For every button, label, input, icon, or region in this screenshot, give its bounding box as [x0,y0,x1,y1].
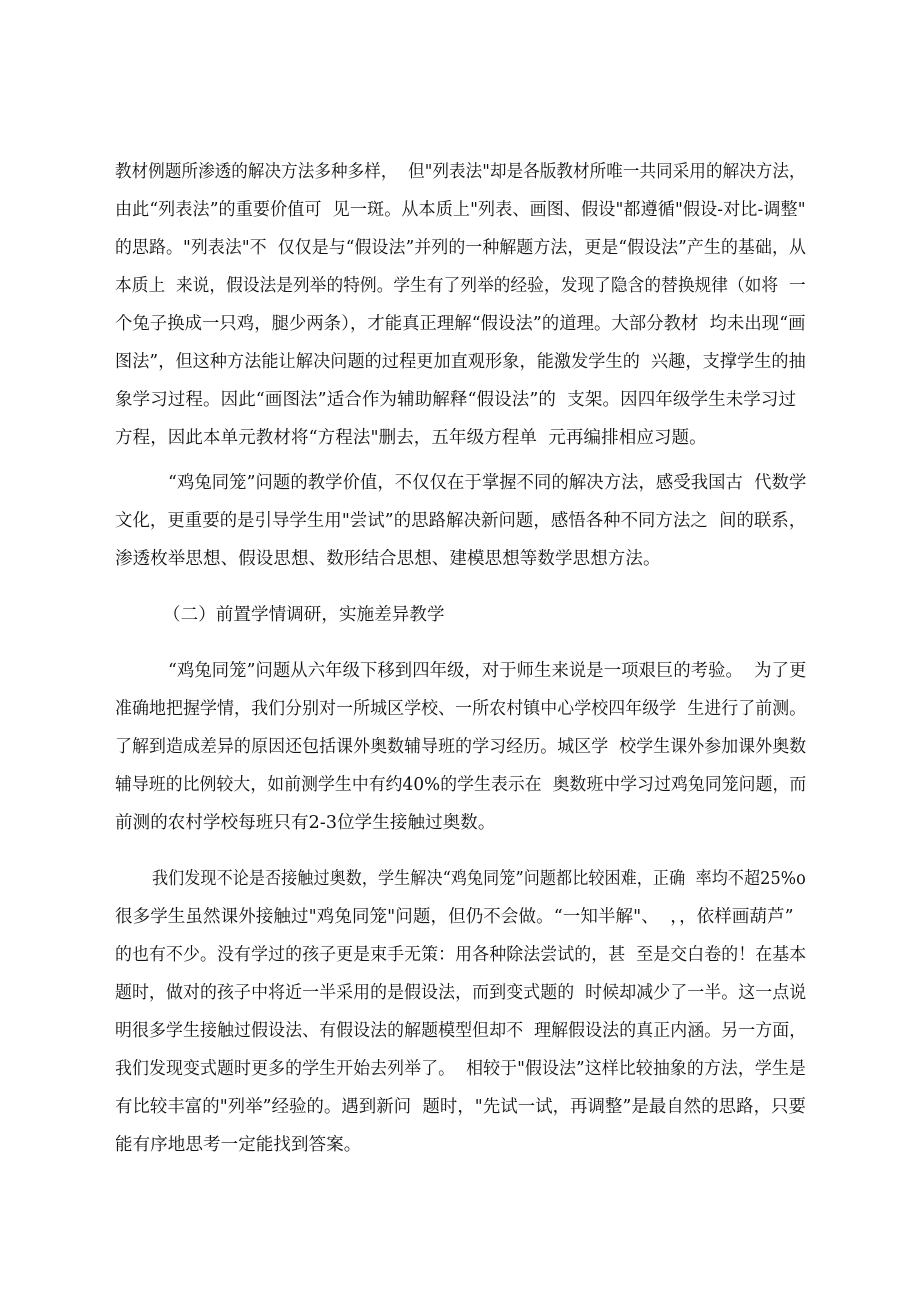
text-line: 渗透枚举思想、假设思想、数形结合思想、建模思想等数学思想方法。 [115,549,661,569]
text-line: 图法”，但这种方法能让解决问题的过程更加直观形象，能激发学生的 兴趣，支撑学生的抽 [115,352,806,372]
text-line: 前测的农村学校每班只有2-3位学生接触过奥数。 [115,813,496,833]
text-line: 的也有不少。没有学过的孩子更是束手无策：用各种除法尝试的，甚 至是交白卷的！在基本 [115,945,807,965]
text-line: 很多学生虽然课外接触过"鸡兔同笼"问题，但仍不会做。“一知半解"、 ，，依样画葫芦” [115,907,794,927]
text-line: 题时，做对的孩子中将近一半采用的是假设法，而到变式题的 时候却减少了一半。这一点说 [115,983,807,1003]
heading-text: （二）前置学情调研，实施差异教学 [163,605,445,625]
text-line: 我们发现变式题时更多的学生开始去列举了。 相较于"假设法”这样比较抽象的方法，学生是 [115,1059,806,1079]
text-line: 能有序地思考一定能找到答案。 [115,1135,362,1155]
text-line: 文化，更重要的是引导学生用"尝试”的思路解决新问题，感悟各种不同方法之 间的联系， [115,511,807,531]
text-line: 个兔子换成一只鸡，腿少两条），才能真正理解“假设法”的道理。大部分教材 均未出现“画 [115,314,806,334]
text-line: 方程，因此本单元教材将“方程法"删去，五年级方程单 元再编排相应习题。 [115,428,707,448]
text-line: “鸡兔同笼”问题从六年级下移到四年级，对于师生来说是一项艰巨的考验。 为了更 [168,661,807,681]
text-line: 我们发现不论是否接触过奥数，学生解决“鸡兔同笼”问题都比较困难，正确 率均不超25%o [152,869,806,889]
text-line: “鸡兔同笼”问题的教学价值，不仅仅在于掌握不同的解决方法，感受我国古 代数学 [168,473,807,493]
text-line: 准确地把握学情，我们分别对一所城区学校、一所农村镇中心学校四年级学 生进行了前测。 [115,699,807,719]
text-line: 本质上 来说，假设法是列举的特例。学生有了列举的经验，发现了隐含的替换规律（如将 一 [115,276,806,296]
text-line: 的思路。"列表法"不 仅仅是与“假设法”并列的一种解题方法，更是“假设法”产生的基础，从 [115,238,806,258]
text-line: 辅导班的比例较大，如前测学生中有约40%的学生表示在 奥数班中学习过鸡兔同笼问题，而 [115,775,807,795]
text-line: 教材例题所渗透的解决方法多种多样， 但"列表法"却是各版教材所唯一共同采用的解决方法， [115,162,806,182]
text-line: 了解到造成差异的原因还包括课外奥数辅导班的学习经历。城区学 校学生课外参加课外奥数 [115,737,807,757]
text-line: 象学习过程。因此“画图法”适合作为辅助解释“假设法”的 支架。因四年级学生未学习过 [115,390,797,410]
text-line: 由此“列表法”的重要价值可 见一斑。从本质上"列表、画图、假设"都遵循"假设-对比-调整" [115,200,806,220]
text-line: 有比较丰富的"列举”经验的。遇到新问 题时，"先试一试，再调整”是最自然的思路，只要 [115,1097,806,1117]
text-line: 明很多学生接触过假设法、有假设法的解题模型但却不 理解假设法的真正内涵。另一方面， [115,1021,807,1041]
